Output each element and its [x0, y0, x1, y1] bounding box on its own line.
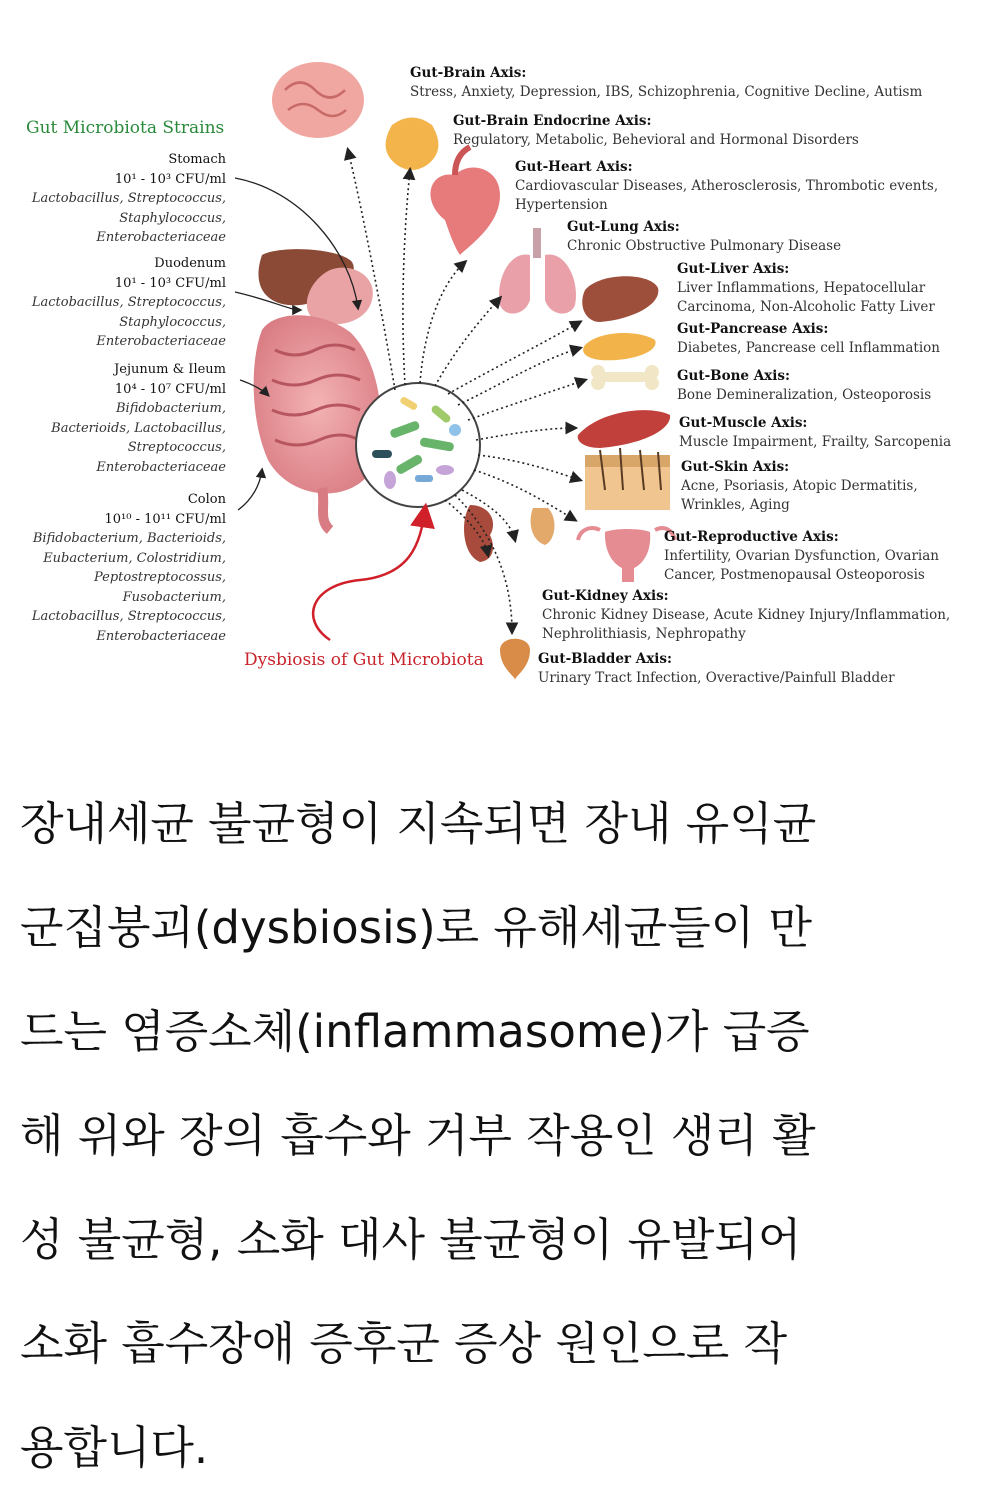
uterus-icon [578, 528, 675, 582]
axis-desc: Chronic Kidney Disease, Acute Kidney Injury/Inflammation, [542, 607, 951, 623]
strain-stomach [32, 150, 226, 248]
bladder-icon [500, 639, 530, 680]
strain-colon [32, 490, 226, 646]
strain-species: Lactobacillus, Streptococcus, [31, 191, 226, 206]
axis-desc: Urinary Tract Infection, Overactive/Painfull Bladder [538, 670, 895, 686]
strain-species: Staphylococcus, [119, 314, 226, 330]
strain-species: Staphylococcus, [119, 210, 226, 226]
axis-desc: Bone Demineralization, Osteoporosis [677, 387, 932, 403]
paragraph-line: 장내세균 불균형이 지속되면 장내 유익균 [20, 797, 817, 850]
axis-gut-lung [567, 218, 841, 256]
skin-icon [585, 448, 670, 510]
axis-title: Gut-Bone Axis: [677, 368, 790, 384]
strain-name: Duodenum [154, 256, 226, 271]
dysbiosis-label: Dysbiosis of Gut Microbiota [244, 650, 484, 670]
axis-gut-muscle [679, 414, 951, 452]
axis-title: Gut-Kidney Axis: [542, 588, 669, 604]
axis-title: Gut-Heart Axis: [515, 159, 633, 175]
axis-desc: Muscle Impairment, Frailty, Sarcopenia [679, 434, 952, 450]
axis-desc: Infertility, Ovarian Dysfunction, Ovarian [664, 548, 939, 564]
muscle-icon [578, 410, 670, 448]
axis-desc: Cancer, Postmenopausal Osteoporosis [664, 567, 925, 583]
strain-cfu: 10¹ - 10³ CFU/ml [114, 171, 226, 187]
axis-title: Gut-Lung Axis: [567, 219, 680, 235]
paragraph-line: 성 불균형, 소화 대사 불균형이 유발되어 [20, 1213, 802, 1266]
axis-title: Gut-Liver Axis: [677, 261, 790, 277]
axis-desc: Hypertension [515, 197, 608, 213]
bone-icon [591, 365, 659, 390]
strain-name: Colon [187, 492, 226, 507]
strain-species: Enterobacteriaceae [96, 230, 226, 245]
strain-species: Peptostreptocossus, [93, 570, 226, 585]
axis-title: Gut-Skin Axis: [681, 459, 790, 475]
strain-species: Bifidobacterium, [115, 401, 226, 416]
strain-species: Lactobacillus, Streptococcus, [31, 295, 226, 310]
strain-name: Jejunum & Ileum [114, 362, 226, 377]
axis-gut-bladder [538, 650, 895, 688]
strain-species: Streptococcus, [127, 440, 226, 455]
axis-desc: Diabetes, Pancrease cell Inflammation [677, 340, 940, 356]
strain-species: Bacterioids, Lactobacillus, [51, 420, 226, 436]
axis-desc: Nephrolithiasis, Nephropathy [542, 626, 746, 642]
strain-species: Fusobacterium, [122, 589, 226, 605]
paragraph-line: 소화 흡수장애 증후군 증상 원인으로 작 [20, 1317, 788, 1370]
axis-title: Gut-Brain Endocrine Axis: [453, 113, 652, 129]
strain-cfu: 10¹ - 10³ CFU/ml [114, 275, 226, 291]
lungs-icon [499, 228, 576, 314]
axis-gut-bone [677, 367, 931, 405]
liver-icon [582, 276, 658, 322]
axis-desc: Carcinoma, Non-Alcoholic Fatty Liver [677, 299, 935, 315]
axis-desc: Acne, Psoriasis, Atopic Dermatitis, [681, 478, 918, 494]
strain-jejunum-ileum [51, 360, 226, 477]
axis-title: Gut-Pancrease Axis: [677, 321, 829, 337]
strain-species: Enterobacteriaceae [96, 459, 226, 475]
axis-gut-brain-endocrine [453, 112, 859, 150]
axis-title: Gut-Reproductive Axis: [664, 529, 839, 545]
strain-species: Enterobacteriaceae [96, 334, 226, 349]
pancreas-icon [583, 333, 655, 360]
heart-icon [431, 147, 500, 255]
thyroid-icon [386, 118, 439, 171]
axis-gut-skin [681, 458, 918, 515]
axis-desc: Liver Inflammations, Hepatocellular [677, 280, 926, 296]
brain-icon [272, 62, 364, 138]
strain-duodenum [32, 254, 226, 352]
axis-gut-kidney [542, 587, 950, 644]
axis-gut-reproductive [664, 528, 939, 585]
strain-cfu: 10¹⁰ - 10¹¹ CFU/ml [104, 511, 226, 527]
strain-species: Bifidobacterium, Bacterioids, [32, 531, 226, 546]
microbiota-circle-icon [356, 383, 480, 507]
strain-species: Enterobacteriaceae [96, 628, 226, 644]
axis-gut-brain [410, 64, 922, 102]
axis-gut-heart [515, 158, 938, 215]
paragraph-line: 해 위와 장의 흡수와 거부 작용인 생리 활 [20, 1109, 816, 1162]
axis-desc: Cardiovascular Diseases, Atherosclerosis, Thrombotic events, [515, 178, 939, 194]
axis-title: Gut-Muscle Axis: [679, 415, 808, 431]
axis-desc: Stress, Anxiety, Depression, IBS, Schizophrenia, Cognitive Decline, Autism [410, 84, 923, 100]
axis-gut-pancrease [677, 320, 940, 358]
axis-title: Gut-Bladder Axis: [538, 651, 672, 667]
paragraph-line: 용합니다. [20, 1421, 209, 1474]
axis-title: Gut-Brain Axis: [410, 65, 527, 81]
paragraph-line: 군집붕괴(dysbiosis)로 유해세균들이 만 [20, 901, 812, 954]
axis-gut-liver [677, 260, 935, 317]
strain-species: Eubacterium, Colostridium, [43, 550, 226, 566]
digestive-tract-icon [254, 249, 381, 530]
axis-desc: Chronic Obstructive Pulmonary Disease [567, 238, 842, 254]
gut-axis-figure [0, 0, 996, 710]
axis-desc: Regulatory, Metabolic, Behevioral and Hormonal Disorders [453, 132, 859, 148]
legend-title: Gut Microbiota Strains [26, 118, 225, 138]
strain-name: Stomach [168, 152, 226, 167]
strain-species: Lactobacillus, Streptococcus, [31, 609, 226, 624]
paragraph-line: 드는 염증소체(inflammasome)가 급증 [20, 1005, 810, 1058]
strain-cfu: 10⁴ - 10⁷ CFU/ml [114, 381, 226, 397]
article-paragraph [20, 772, 980, 1500]
axis-desc: Wrinkles, Aging [681, 497, 790, 513]
